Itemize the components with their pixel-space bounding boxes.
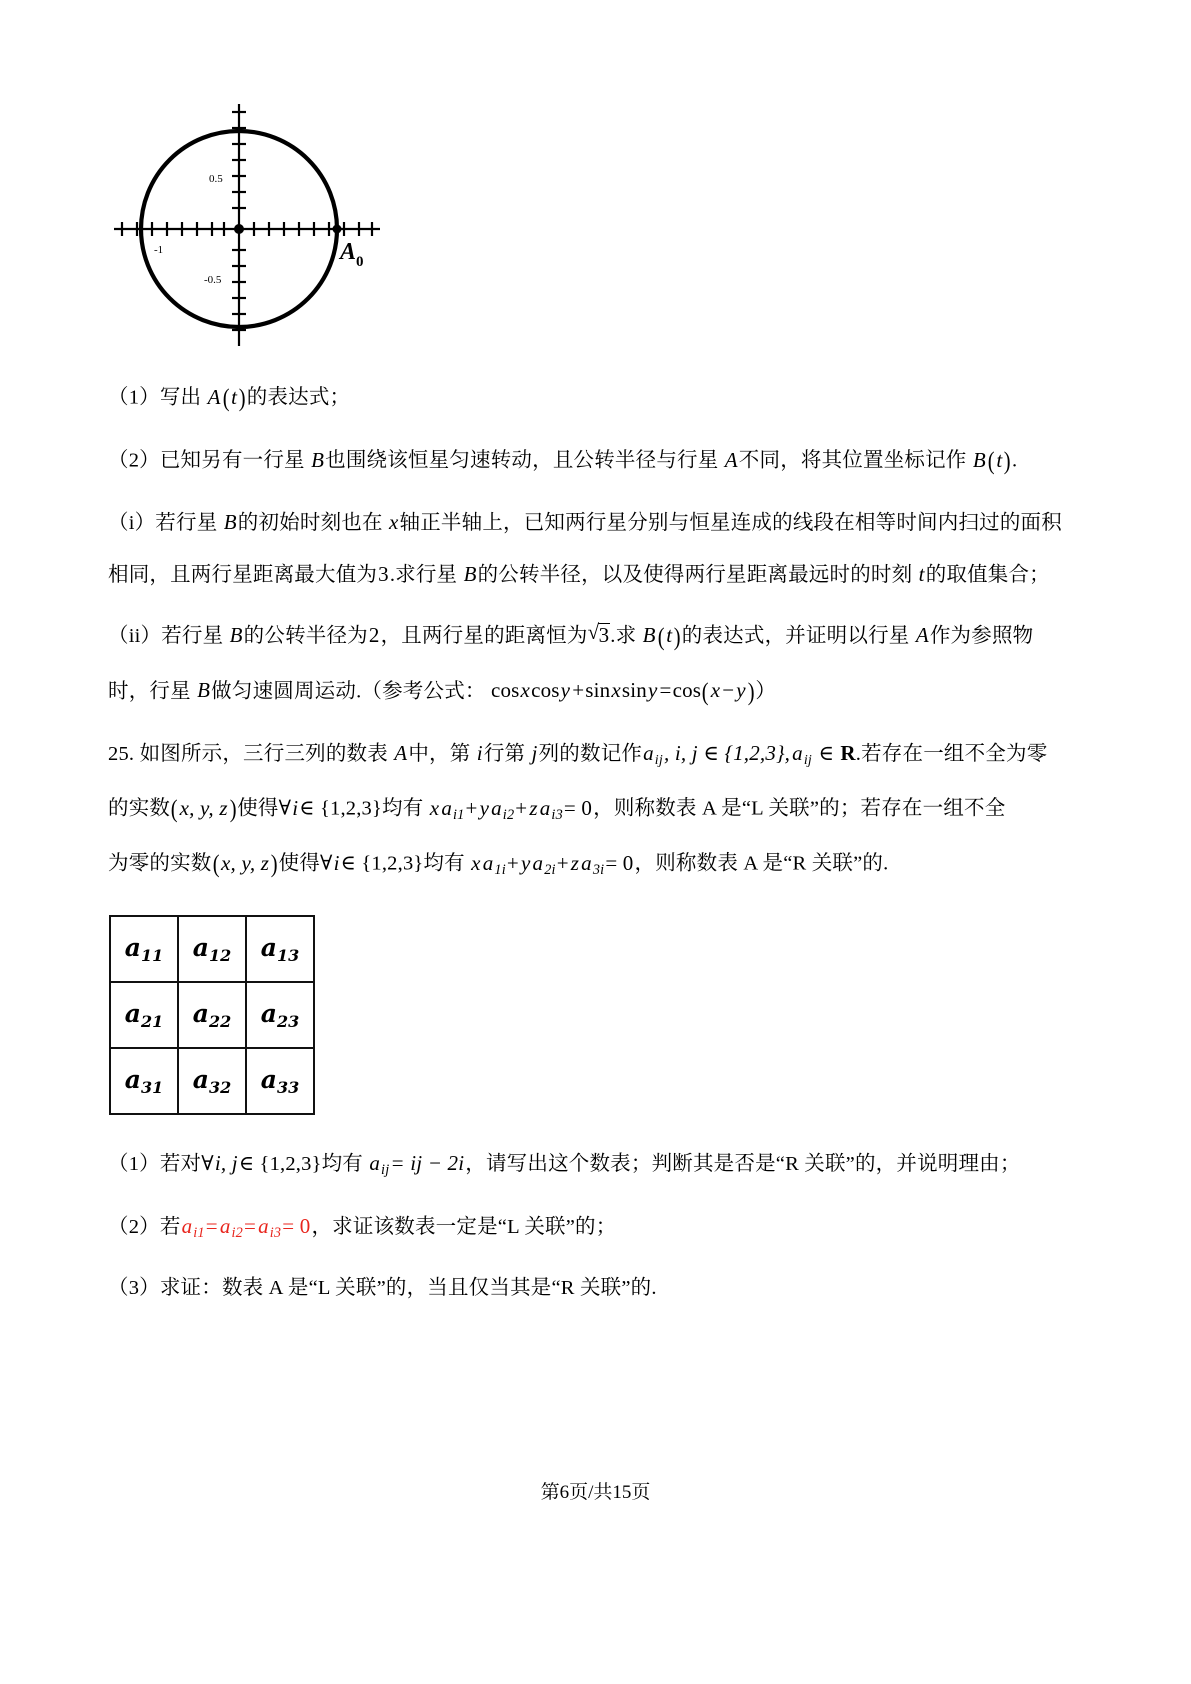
table-cell-a23: $a_{23}$	[246, 982, 314, 1048]
q24-part-i-varx: x	[389, 510, 399, 534]
q24-part2	[108, 449, 1093, 474]
q24-part2-text-c: 不同，将其位置坐标记作	[738, 449, 967, 472]
q25-part2-text-b: ，求证该数表一定是“L 关联”的；	[311, 1215, 617, 1238]
q24-part2-arg: t	[996, 447, 1003, 472]
q25-equation-L: $xa_{i1}+ya_{i2}+za_{i3}= 0$	[429, 795, 593, 823]
point-label-A0: A	[340, 239, 357, 265]
q25-intro-line2-tuple: x, y, z	[179, 795, 228, 820]
q25-part1-equation: $a_{ij}=$ ij − 2i	[369, 1151, 465, 1179]
q25-intro-line1	[108, 740, 1093, 768]
q24-part2-varB: B	[311, 447, 325, 472]
table-cell-a12: $a_{12}$	[178, 916, 246, 982]
table-cell-a32: $a_{32}$	[178, 1048, 246, 1114]
q25-intro-line1-a: 如图所示，三行三列的数表	[139, 742, 388, 765]
q25-intro-line3-i: i	[333, 850, 340, 875]
table-body	[110, 916, 314, 1114]
q24-part-ii-sqrt-radicand: 3	[598, 623, 610, 647]
q25-equation-R: $xa_{1i}+ya_{2i}+za_{3i}= 0$	[471, 850, 634, 878]
q25-a-ij-2: a	[792, 740, 803, 765]
q24-part-ii-line1-num: 2	[368, 623, 380, 647]
q25-intro-line2-a: 的实数	[108, 797, 171, 820]
q25-part3-text: 求证：数表 A 是“L 关联”的，当且仅当其是“R 关联”的.	[159, 1276, 657, 1299]
q25-intro-line2-b: 使得∀	[237, 797, 292, 820]
q25-intro-line3-d: ，则称数表 A 是“R 关联”的.	[634, 852, 889, 875]
q25-part1-text-b: ∈ {1,2,3}均有	[238, 1153, 364, 1176]
q24-part-ii-line1-e: 的表达式，并证明以行星	[681, 625, 910, 647]
q25-intro-line1-e: , i, j ∈ {1,2,3},	[663, 740, 791, 765]
q25-intro-line3	[108, 852, 1093, 877]
orbit-figure	[112, 96, 412, 356]
q24-part-ii-line1-c: ，且两行星的距离恒为	[380, 625, 588, 647]
q25-part2-equation: $a_{i1}=a_{i2}=a_{i3}= 0$	[181, 1213, 311, 1241]
q25-a-ij-2-sub: ij	[803, 752, 812, 768]
paren-open-icon: (	[170, 796, 178, 824]
q25-part2	[108, 1213, 1093, 1241]
q24-part-ii-arg: t	[666, 623, 673, 647]
paren-open-icon: (	[222, 385, 230, 412]
q24-part-ii-line2-b: 做匀速圆周运动.（参考公式：	[211, 680, 486, 702]
q24-part-ii-varA: A	[915, 623, 929, 647]
q25-intro-line2-d: ，则称数表 A 是“L 关联”的；若存在一组不全	[593, 797, 1006, 820]
q24-part-i-line2-c: 的公转半径，以及使得两行星距离最远时的时刻	[477, 563, 913, 586]
data-table-A	[109, 915, 315, 1115]
q25-intro-line1-b: 中，第	[408, 742, 471, 765]
q25-intro-line1-c: 行第	[483, 742, 526, 765]
q25-part3-marker: （3）	[108, 1276, 160, 1299]
paren-close-icon: )	[1004, 448, 1012, 475]
q25-varA: A	[394, 740, 408, 765]
q24-part2-text-b: 也围绕该恒星匀速转动，且公转半径与行星	[325, 449, 719, 472]
page-content	[108, 96, 1093, 1298]
y-tick-label-lower: -0.5	[204, 274, 222, 286]
q25-intro-line1-d: 列的数记作	[538, 742, 643, 765]
q25-intro-line1-g: .若存在一组不全为零	[855, 742, 1048, 765]
q25-intro-line3-c: ∈ {1,2,3}均有	[340, 852, 465, 875]
table-row	[110, 1048, 314, 1114]
table-row	[110, 982, 314, 1048]
q24-part-ii-line1-a: 若行星	[161, 625, 224, 647]
page-footer	[0, 1477, 1191, 1504]
q25-part1-marker: （1）	[108, 1153, 160, 1176]
q24-part-ii-marker: （ii）	[108, 625, 162, 647]
q25-varj: j	[531, 740, 538, 765]
q25-intro-line2-c: ∈ {1,2,3}均有	[299, 797, 424, 820]
paren-close-icon: )	[674, 623, 682, 651]
q25-part1	[108, 1153, 1093, 1177]
table-cell-a11: $a_{11}$	[110, 916, 178, 982]
q24-part-i-line1	[108, 512, 1093, 534]
paren-open-icon: (	[212, 851, 220, 879]
orbit-figure-svg	[112, 96, 412, 356]
q24-formula: cosxcosy+sinxsiny=cos(x−y)	[490, 678, 755, 706]
q24-part2-marker: （2）	[108, 449, 160, 472]
q24-part-ii-line2-a: 时，行星	[108, 680, 191, 702]
q24-part-i-line2-vart: t	[918, 561, 925, 586]
paren-open-icon: (	[657, 623, 665, 651]
q25-a-ij-sub: ij	[654, 752, 663, 768]
q24-part2-func: B	[972, 447, 986, 472]
q24-part1-text-after: 的表达式；	[246, 386, 351, 409]
q24-part1-func: A	[207, 384, 221, 409]
q24-part-ii-line1-f: 作为参照物	[929, 625, 1034, 647]
q24-part-i-line2-d: 的取值集合；	[925, 563, 1050, 586]
paren-open-icon: (	[987, 448, 995, 475]
q25-part2-text-a: 若	[159, 1215, 181, 1238]
q24-part1-marker: （1）	[108, 386, 160, 409]
q25-part2-marker: （2）	[108, 1215, 160, 1238]
q24-part-i-line2-num: 3	[378, 561, 389, 586]
q24-part-i-line2-b: .求行星	[389, 563, 458, 586]
point-label-A0-sub: 0	[356, 254, 364, 270]
y-tick-label-upper: 0.5	[209, 173, 223, 185]
paren-close-icon: )	[270, 851, 278, 879]
q24-part-i-line1-b: 的初始时刻也在	[237, 512, 383, 534]
q24-part-ii-line2-varB: B	[197, 678, 211, 702]
q24-part-i-line1-a: 若行星	[155, 512, 218, 534]
sqrt-icon	[588, 623, 611, 646]
q24-part2-text-a: 已知另有一行星	[159, 449, 305, 472]
q24-part-i-varB: B	[223, 510, 237, 534]
table-cell-a33: $a_{33}$	[246, 1048, 314, 1114]
q24-part-ii-line1-d: .求	[610, 625, 637, 647]
q25-intro-line3-tuple: x, y, z	[221, 850, 270, 875]
q25-a-ij: a	[643, 740, 654, 765]
q25-vari: i	[476, 740, 483, 765]
table-cell-a22: $a_{22}$	[178, 982, 246, 1048]
table-row	[110, 916, 314, 982]
q24-part-ii-varB: B	[229, 623, 243, 647]
q25-intro-line2-i: i	[292, 795, 299, 820]
q25-part1-vars: i, j	[214, 1151, 238, 1176]
q25-part3	[108, 1278, 1093, 1299]
q24-part2-text-d: .	[1011, 449, 1018, 472]
table-cell-a13: $a_{13}$	[246, 916, 314, 982]
q24-part-ii-line1	[108, 623, 1093, 650]
q25-intro-line2	[108, 797, 1093, 822]
table-cell-a31: $a_{31}$	[110, 1048, 178, 1114]
q25-set-R: R	[840, 740, 856, 765]
q25-intro-line3-a: 为零的实数	[108, 852, 212, 875]
q24-part1-arg: t	[231, 384, 238, 409]
q24-part-ii-line2	[108, 680, 1093, 705]
q24-part-i-line1-c: 轴正半轴上，已知两行星分别与恒星连成的线段在相等时间内扫过的面积	[399, 512, 1062, 534]
q25-intro-line3-b: 使得∀	[278, 852, 333, 875]
q24-part-i-line2	[108, 561, 1093, 586]
paren-close-icon: )	[238, 385, 246, 412]
q25-intro-line1-f: ∈	[818, 740, 835, 765]
q24-part1	[108, 386, 1093, 411]
q25-number: 25.	[108, 742, 135, 765]
q25-part1-text-c: ，请写出这个数表；判断其是否是“R 关联”的，并说明理由；	[465, 1153, 1021, 1176]
q24-part2-varA: A	[724, 447, 738, 472]
q24-part-ii-line2-c: ）	[755, 680, 777, 702]
q24-part-i-line2-a: 相同，且两行星距离最大值为	[108, 563, 378, 586]
page-number-label: 第6页/共15页	[540, 1482, 651, 1503]
q24-part-i-line2-varB: B	[463, 561, 477, 586]
q24-part1-text-before: 写出	[159, 386, 202, 409]
x-tick-label-left: -1	[154, 244, 164, 256]
q25-part1-text-a: 若对∀	[159, 1153, 214, 1176]
q24-part-i-marker: （i）	[108, 512, 156, 534]
table-cell-a21: $a_{21}$	[110, 982, 178, 1048]
q24-part-ii-func: B	[642, 623, 656, 647]
q24-part-ii-line1-b: 的公转半径为	[243, 625, 368, 647]
paren-close-icon: )	[229, 796, 237, 824]
